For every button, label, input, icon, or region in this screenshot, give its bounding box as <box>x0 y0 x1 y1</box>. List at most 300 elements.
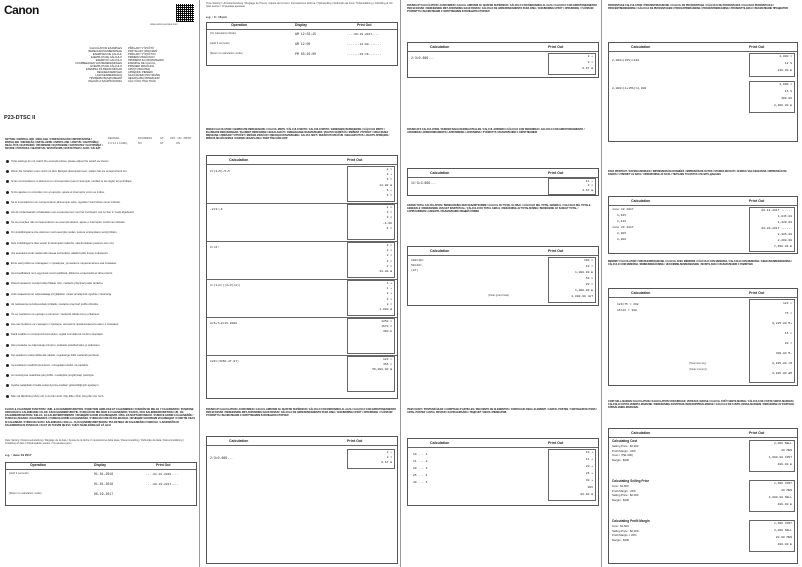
contents-item: PRIMJERI IZRAČUNA <box>128 64 155 68</box>
warning-row <box>6 384 194 387</box>
tape-row: 2,000 SELL <box>773 529 792 532</box>
panel-percent-memory-cost <box>603 0 802 567</box>
col-calculation: Calculation <box>631 45 651 49</box>
date-row-op: [Return to calculation mode] <box>9 492 42 495</box>
tape-row: 12 % <box>784 62 792 65</box>
example-label: 11÷3=3.666... <box>411 181 436 185</box>
tape-row: 2 × <box>386 244 392 247</box>
contents-list-right <box>128 48 192 84</box>
contents-item: VOORBEELDEN VAN BEREKENINGEN <box>75 61 122 65</box>
warning-text: Se le impostazioni non corrispondono all'esempio sotto, regolare l'interruttore come indicato. <box>11 201 121 205</box>
warning-text: Als de onderstaande schakelaars niet overeenkomen met het voorbeeld, stel ze dan in zoals afgebeeld. <box>11 211 135 215</box>
tape-row: 005 <box>587 486 593 489</box>
time-row-op: [Return to calculation mode] <box>210 52 243 55</box>
cost-line: Margin : $400 <box>612 497 630 502</box>
example-label: 2,000×(15%)=240 <box>612 59 640 62</box>
warning-row <box>6 354 194 357</box>
warning-icon <box>6 323 9 326</box>
switch-value-decimal: F 4 3 2 1 0 ADD₂ <box>108 142 128 145</box>
tape-row: 3.67 ✱ <box>582 188 593 192</box>
warning-icon <box>6 333 9 336</box>
col-print-out: Print Out <box>548 171 564 175</box>
time-row-disp: PM 03:16:00 <box>295 52 317 56</box>
warning-row <box>6 323 194 326</box>
tape-row: 12.00 ✱ <box>379 183 392 187</box>
cost-line: Profit Margin = 20% <box>612 533 637 537</box>
time-row-print: ·······03:16······· <box>347 53 382 56</box>
tape-row: 11 + <box>585 458 593 461</box>
contents-item: CALCULATION EXAMPLES <box>89 47 122 50</box>
warning-text: Ayarlar aşağıdaki örnekle eşleşmiyorsa anahtarı gösterildiği gibi ayarlayın. <box>11 384 100 388</box>
col-operation: Operation <box>30 463 47 467</box>
print-tape <box>548 53 596 75</box>
contents-item: HESAPLAMA ÖRNEKLERİ <box>128 76 160 80</box>
print-tape <box>347 166 395 202</box>
col-operation: Operation <box>231 23 248 27</box>
memory-heading: MEMORY CALCULATION / SPEICHERRECHNUNG / CALCUL AVEC MÉMOIRE / CÁLCULO CON MEMORIA / CALCOLO CON MEMORIA / GEHEUGENBEREKENING / CÁLCULO COM MEMÓRIA / MINNESBERÄKNING / HUKOMMELSESBEREGNING / MUISTILASKU / ВЫЧИСЛЕНИЯ С ПАМЯТЬЮ <box>608 260 792 266</box>
tape-row: 0.67 ✱ <box>381 461 392 464</box>
roundup-heading-repeat: ROUND-UP CALCULATION / AUFRUNDEN / CALCUL ARRONDI AU CHIFFRE SUPÉRIEUR / CÁLCULO CON REDONDEO AL ALZA / CALCOLO CON ARROTONDAMENTO PER ECCESSO / BEREKENING MET AFRONDING NAAR BOVEN / CÁLCULO DE ARREDONDAMENTO PARA CIMA / AVRUNDNING UPPÅT / OPRUNDING / YLÖSPÄIN PYÖRISTYS / ВЫЧИСЛЕНИЯ С ОКРУГЛЕНИЕМ В БОЛЬШУЮ СТОРОНУ <box>407 4 597 13</box>
warning-row <box>6 252 194 255</box>
warning-text: Nếu cài đặt không khớp với ví dụ bên dưới, hãy điều chỉnh công tắc như hình. <box>11 394 105 398</box>
data-row: June 20 2017 <box>612 226 634 229</box>
tape-row: 123 × <box>382 358 392 361</box>
row-divider <box>207 241 397 242</box>
contents-item: EXEMPLES DE CALCUL <box>92 52 122 56</box>
print-tape <box>749 440 795 472</box>
print-tape <box>347 449 395 469</box>
col-display: Display <box>94 463 107 467</box>
warning-text: Ja iestatījumi neatbilst piemēram, noregulējiet slēdzi, kā parādīts. <box>11 364 89 368</box>
switch-value-rounding: 5/4 <box>138 142 142 145</box>
print-tape <box>548 178 596 195</box>
row-divider <box>207 355 397 356</box>
roundup-table-2 <box>407 42 599 78</box>
tape-row: 96.00 ✱ <box>580 493 593 496</box>
time-row-op: [On Calculation Mode] <box>210 32 236 35</box>
tape-row: 2 = <box>386 302 392 306</box>
warning-row <box>6 313 194 316</box>
time-row-disp: AM 12:00 <box>295 42 311 46</box>
tape-row: 10 = <box>585 265 593 268</box>
warning-text: Kui seaded ei vasta allolevale näitele, reguleerige lülitit vastavalt joonisele. <box>11 354 100 358</box>
col-print-out: Print Out <box>749 291 765 295</box>
time-example: e.g. : 3 : 16 pm <box>206 15 227 19</box>
contents-item: ПРИМЕРЫ ВЫЧИСЛЕНИЙ <box>89 76 122 80</box>
tape-row: 25 + <box>585 472 593 475</box>
cost-title: Calculating Profit Margin <box>612 519 650 523</box>
contents-item: PRIMERI IZRAČUNOV <box>128 55 155 59</box>
warning-row <box>6 303 194 306</box>
tape-row: 1,600 COST <box>773 522 792 525</box>
cost-heading: COST-SELL-MARGIN CALCULATION / KALKULATION VON EINKAUF, VERKAUF, MARGE / CALCUL COÛT-VENTE-MARGE / CÁLCULO DE COSTE-VENTA-MARGEN / CALCOLO COSTO-VENDITA-MARGINE / BEREKENING KOSTPRIJS-VERKOOPPRIJS-MARGE / CÁLCULO DE CUSTO-VENDA-MARGEM / BERÄKNING AV KOSTNAD-FÖRSÄLJNING-MARGINAL <box>608 400 795 409</box>
tape-row: 20 + <box>585 465 593 468</box>
tape-row: 2 × <box>386 249 392 253</box>
date-row-disp: 06-19-2017 <box>94 492 114 496</box>
tape-row: 8,925.00 ✱M <box>772 372 792 375</box>
print-tape <box>347 242 395 278</box>
cost-line: Profit Margin : 20% <box>612 448 636 453</box>
col-print-out: Print Out <box>357 23 372 27</box>
switch-label-rounding: ROUNDING <box>138 137 153 140</box>
warning-row <box>6 221 194 224</box>
warning-icon <box>6 201 9 204</box>
tape-row: 2 ÷ <box>386 451 392 454</box>
warning-row <box>6 272 194 275</box>
tape-row: 2,000 × <box>779 83 792 86</box>
example-label: −2×3²÷6 <box>210 208 223 211</box>
example-label: 2,000×(1+15%)=2,300 <box>612 87 647 90</box>
switch-label-gt: GT <box>160 137 164 140</box>
time-row-disp: AM 12:03:15 <box>295 32 317 36</box>
contents-item: SKAIČIAVIMO PAVYZDŽIAI <box>128 73 161 77</box>
tape-row: 2,000 × <box>779 55 792 58</box>
mixed-calc-table <box>206 155 398 399</box>
tape-row: 9,225.00 M+ <box>772 322 792 325</box>
col-display: Display <box>295 23 308 27</box>
example-label: (GT) <box>411 269 419 272</box>
tape-row: 20 = <box>784 342 792 345</box>
tape-row: 20 = <box>585 283 593 286</box>
date-setting-table <box>5 462 197 506</box>
tape-row: 1,600 COST <box>773 482 792 485</box>
warning-icon <box>6 170 9 173</box>
warning-text: Ha a beállítások nem egyeznek a lenti példával, állítsa be a kapcsolót az ábra szerint. <box>11 272 113 276</box>
cost-title: Calculating Selling Price <box>612 479 650 483</box>
tape-row: 7,650.00 ✱ <box>773 245 792 248</box>
example-label: 8×5+7÷8×15.0000 <box>210 322 238 325</box>
panel-round-gt <box>402 0 602 567</box>
data-row: 1,645 <box>617 214 627 217</box>
warning-icon <box>6 211 9 214</box>
col-print-out: Print Out <box>749 199 765 203</box>
tape-row: 3 × <box>386 211 392 215</box>
warning-icon <box>6 231 9 234</box>
row-divider <box>207 317 397 318</box>
tape-row: 2 × <box>386 206 392 209</box>
cost-table <box>608 428 798 564</box>
col-print-out: Print Out <box>548 249 564 253</box>
warning-row <box>6 201 194 204</box>
contents-item: PRZYKŁADY OBLICZEŃ <box>128 49 158 53</box>
warning-row <box>6 395 194 398</box>
col-print-out: Print Out <box>347 439 363 443</box>
warning-row <box>6 293 194 296</box>
warning-text: Si los ajustes no coinciden con el ejemplo, ajuste el interruptor como se indica. <box>11 190 105 194</box>
tape-row: 8,925.00 ◇M <box>772 362 792 365</box>
col-calculation: Calculation <box>430 441 450 445</box>
data-row: 2,385 <box>617 232 627 235</box>
tape-row: 240.00 ✱ <box>777 69 792 72</box>
contents-item: LASKUESIMERKKEJÄ <box>95 73 122 77</box>
example-label: 2⁄3=0.666... <box>411 56 434 60</box>
warning-text: Jei nustatymai neatitinka pavyzdžio, nustatykite jungiklį kaip parodyta. <box>11 374 95 378</box>
tape-row: 3 × <box>386 297 392 301</box>
cost-line: Cost : $1,600 <box>612 524 629 528</box>
print-tape <box>749 207 795 252</box>
row-divider <box>207 279 397 280</box>
roundup-table <box>206 436 398 564</box>
tape-row: 0.67 ✱ <box>582 67 593 70</box>
warning-row <box>6 231 194 234</box>
gt-table <box>407 246 599 306</box>
clock-heading: CLOCK & CALENDAR FUNCTION / UHR- & KALENDERFUNKTION / FONCTION HORLOGE ET CALENDRIER / FUNCIÓN DE RELOJ Y CALENDARIO / FUNZIONE OROLOGIO E CALENDARIO / KLOK- EN KALENDERFUNCTIE / FUNÇÃO DE RELÓGIO E CALENDÁRIO / KLOCK- OCH KALENDERFUNKTION / UR- OG KALENDERFUNKTION / KELLO- JA KALENTERITOIMINTO / ФУНКЦИЯ ЧАСОВ И КАЛЕНДАРЯ / ÓRA- ÉS NAPTÁRFUNKCIÓ / FUNKCE HODIN A KALENDÁŘE / FUNKCJA ZEGARA I KALENDARZA / FUNKCIA HODÍN A KALENDÁRA / FUNKCIJA URE IN KOLEDARJA / ФУНКЦИЯ ЧАСОВНИК И КАЛЕНДАР / FUNCȚIE CEAS ȘI CALENDAR / FUNKCIJA SATA I KALENDARA / KELLA- JA KALENDRIFUNKTSIOON / PULKSTEŅA UN KALENDĀRA FUNKCIJA / LAIKRODŽIO IR KALENDORIAUS FUNKCIJA / SAAT VE TAKVİM İŞLEVİ / CHỨC NĂNG ĐỒNG HỒ VÀ LỊCH <box>5 408 195 427</box>
example-label: 2⁄3=0.666... <box>210 456 233 460</box>
tape-row: 1 ÷ <box>386 287 392 291</box>
tape-row: 2,000 SELL <box>773 442 792 445</box>
warning-icon <box>6 282 9 285</box>
cost-line: Margin : $400 <box>612 457 630 462</box>
tape-row: 20 MGN <box>781 489 792 492</box>
tape-row: 1 + <box>386 282 392 285</box>
contents-item: PÉLDÁK A SZÁMÍTÁSOKRA <box>88 79 122 83</box>
rounddown-heading: ROUND-OFF CALCULATION / RUNDEN NACH DEZIMALSTELLEN / CALCUL ARRONDI / CÁLCULO CON REDONDEO / CALCOLO CON ARROTONDAMENTO / AFRONDEN / ARREDONDAMENTO / AVRUNDNING / AFRUNDING / PYÖRISTYS / ВЫЧИСЛЕНИЯ С ОКРУГЛЕНИЕМ <box>407 128 585 134</box>
contents-item: EXEMPEL PÅ BERÄKNINGAR <box>86 67 122 71</box>
cost-line: Margin : $400 <box>612 537 630 542</box>
model-name: P23-DTSC II <box>4 115 36 121</box>
warning-text: Если настройки не совпадают с примером, установите переключатель как показано. <box>11 262 117 266</box>
warning-text: Hvis indstillingerne ikke svarer til eksemplet nedenfor, skal kontakten justeres som vist. <box>11 241 115 245</box>
print-tape <box>749 53 795 77</box>
tape-row: 2,385.00 <box>777 233 792 236</box>
warning-icon <box>6 160 9 163</box>
contents-item: ПРИМЕРИ ЗА ИЗЧИСЛЕНИЯ <box>128 58 164 62</box>
warning-row <box>6 344 194 347</box>
tape-row: 32.00 ✱ <box>379 270 392 273</box>
data-row: June 18 2017 <box>612 208 634 211</box>
warning-text: Jeśli ustawienia nie odpowiadają przykładowi, ustaw przełącznik zgodnie z ilustracją. <box>11 292 112 296</box>
memory-table <box>608 288 798 386</box>
warning-icon <box>6 242 9 245</box>
cost-line: Cost : $1,600 <box>612 484 629 488</box>
col-calculation: Calculation <box>229 439 249 443</box>
tape-row: 20.00 MGN <box>775 536 792 539</box>
col-calculation: Calculation <box>430 171 450 175</box>
tape-row: 1.000 ✱ <box>379 308 392 311</box>
warning-row <box>6 170 194 173</box>
warning-row <box>6 160 194 163</box>
tape-row: 400.00 ✱ <box>777 543 792 546</box>
qr-code <box>176 4 194 22</box>
itemcount-table <box>407 438 599 506</box>
tape-row: 2 + <box>386 292 392 296</box>
warning-row <box>6 262 194 265</box>
tape-row: 06·20·2017 ······ <box>761 227 792 230</box>
contents-item: EXEMPLE DE CALCUL <box>128 61 156 65</box>
print-tape <box>749 520 795 552</box>
time-setting-table <box>206 22 398 66</box>
tape-row: 400.00 ✱ <box>777 503 792 506</box>
example-label: 1/(1+1/((2+3)×2)) <box>210 284 241 287</box>
rounddown-table <box>407 168 599 196</box>
tape-row: 456 = <box>382 363 392 367</box>
warning-icon <box>6 252 9 255</box>
tape-row: 1,420.00 <box>777 221 792 224</box>
warning-icon <box>6 313 9 316</box>
col-calculation: Calculation <box>631 199 651 203</box>
warning-text: Če se nastavitve ne ujemajo s primerom, nastavite stikalo kot je prikazano. <box>11 313 100 317</box>
switch-label-power: OFF · ON · PRINT <box>170 137 192 140</box>
col-calculation: Calculation <box>631 431 651 435</box>
tape-row: 300.00 M− <box>775 352 792 355</box>
warning-icon <box>6 191 9 194</box>
tape-row: 20 MGN <box>781 449 792 452</box>
warning-row <box>6 364 194 367</box>
col-calculation: Calculation <box>229 158 249 162</box>
print-tape <box>347 280 395 316</box>
example-label: 100×10= <box>411 259 424 262</box>
warning-text: If the settings do not match the example below, please adjust the switch as shown. <box>11 160 110 164</box>
tape-row: 3 = <box>587 184 593 187</box>
contents-item: APRĒĶINU PIEMĒRI <box>128 70 153 74</box>
cost-line: Selling Price : $2,000 <box>612 444 639 448</box>
tape-row: 2 = <box>386 264 392 268</box>
tape-row: 1250 × <box>381 320 392 323</box>
tape-row: 2,200.00 <box>777 239 792 242</box>
col-print-out: Print Out <box>347 158 363 162</box>
contents-item: BERECHNUNGSBEISPIELE <box>88 49 122 53</box>
tape-row: 2,000.00 ◇GT <box>571 295 593 298</box>
tape-row: 1,600.00 COST <box>768 456 792 459</box>
tape-row: 1,000.00 ✱ <box>574 271 593 274</box>
warning-row <box>6 374 194 377</box>
print-tape <box>347 318 395 354</box>
warning-text: Pokud nastavení neodpovídá příkladu níže, nastavte přepínač podle obrázku. <box>11 282 104 286</box>
cost-title: Calculating Cost <box>612 439 638 443</box>
contents-item: ARVUTUSNÄITED <box>128 67 150 71</box>
tape-row: 06·18·2017 ······ <box>761 209 792 212</box>
date-row-op: [Hold 3 seconds] <box>9 472 29 475</box>
tape-row: 15 % <box>784 90 792 93</box>
website-text: www.canon-europe.com <box>150 23 178 26</box>
col-print-out: Print Out <box>156 463 171 467</box>
contents-item: EJEMPLOS DE CÁLCULO <box>90 55 122 59</box>
panel-time-mixed <box>201 0 401 567</box>
warning-icon <box>6 364 9 367</box>
example-label: 50×20= <box>411 264 422 267</box>
tape-row: 56,088.00 ✱ <box>372 368 392 372</box>
memory-note: (Clear memory) <box>689 368 708 371</box>
warning-icon <box>6 384 9 387</box>
date-row-disp: 01-01-2016 <box>94 482 114 486</box>
warning-icon <box>6 303 9 306</box>
warning-text: Si les commutateurs ci-dessous ne correspondent pas à l'exemple, veuillez le les régler tel qu'indiqué. <box>11 180 133 184</box>
col-calculation: Calculation <box>631 291 651 295</box>
tape-row: 10 + <box>585 451 593 454</box>
tape-row: 123 × <box>782 302 792 305</box>
item-row: 30 ... 5 <box>413 481 428 484</box>
warning-row <box>6 211 194 214</box>
tape-row: −6.00 <box>382 221 392 225</box>
warning-text: Ako postavke ne odgovaraju primjeru, podesite prekidač kako je prikazano. <box>11 343 101 347</box>
example-label: 2×(3+5)−5÷5 <box>210 170 230 173</box>
tape-row: 5 = <box>386 178 392 182</box>
warning-text: Se as posições não corresponderem ao exemplo abaixo, ajuste o interruptor conforme indicado. <box>11 221 126 225</box>
time-row-op: [Hold 3 seconds] <box>210 42 230 45</box>
contents-item: EXEMPLOS DE CÁLCULO <box>90 64 122 68</box>
col-print-out: Print Out <box>749 431 765 435</box>
roundup-heading: ROUND-UP CALCULATION / AUFRUNDEN / CALCUL ARRONDI AU CHIFFRE SUPÉRIEUR / CÁLCULO CON REDONDEO AL ALZA / CALCOLO CON ARROTONDAMENTO PER ECCESSO / BEREKENING MET AFRONDING NAAR BOVEN / CÁLCULO DE ARREDONDAMENTO PARA CIMA / AVRUNDNING UPPÅT / OPRUNDING / YLÖSPÄIN PYÖRISTYS / ВЫЧИСЛЕНИЯ С ОКРУГЛЕНИЕМ В БОЛЬШУЮ СТОРОНУ <box>206 408 396 417</box>
tape-row: 50 × <box>585 277 593 280</box>
print-tape <box>548 257 596 303</box>
item-row: 10 ... 1 <box>413 453 428 456</box>
col-print-out: Print Out <box>548 45 564 49</box>
tape-row: 75 = <box>784 312 792 315</box>
contents-item: PRÍKLADY VÝPOČTOV <box>128 52 156 56</box>
print-tape <box>347 204 395 240</box>
tape-row: 3 + <box>386 173 392 177</box>
canon-logo: Canon <box>4 3 39 17</box>
percent-heading: PERCENTAGE CALCULATION / PROZENTRECHNUNG / CALCUL DE POURCENTAGE / CÁLCULO DE PORCENTAJES / CALCOLO PERCENTUALE / PROCENTBEREKENING / CÁLCULO DE PERCENTAGEM / PROCENTBERÄKNING / PROCENTBEREGNING / PROSENTTILASKU / ВЫЧИСЛЕНИЕ ПРОЦЕНТОВ <box>608 4 788 10</box>
col-print-out: Print Out <box>749 45 765 49</box>
item-row: 11 ... 2 <box>413 460 428 463</box>
memory-note: (Total memory) <box>689 362 707 365</box>
date-example: e.g. : June 19 2017 <box>5 453 32 457</box>
item-row: 20 ... 3 <box>413 467 428 470</box>
cost-line: Selling Price : $2,000 <box>612 493 639 497</box>
warning-row <box>6 282 194 285</box>
col-calculation: Calculation <box>430 45 450 49</box>
warning-row <box>6 242 194 245</box>
setting-heading: SETTING / EINSTELLUNG / RÉGLAGE / CONFIGURACIÓN / IMPOSTAZIONE / INSTELLING / DEFINIÇÃO / INSTÄLLNING / INDSTILLING / ASETUS / НАСТРОЙКА / BEÁLLÍTÁS / NASTAVENÍ / USTAWIENIE / NASTAVENIE / NASTAVITEV / НАСТРОЙКА / SETARE / POSTAVKA / SEADISTUS / IESTATĪJUMS / NUSTATYMAS / AYAR / CÀI ĐẶT <box>5 138 103 150</box>
warning-text: Dacă setările nu corespund exemplului, reglați comutatorul conform ilustrației. <box>11 333 104 337</box>
cost-line: Selling Price : $2,000 <box>612 528 639 533</box>
warning-text: Om inställningarna inte stämmer med exemplet nedan, justera omkopplaren enligt bilden. <box>11 231 118 235</box>
data-row: 1,420 <box>617 220 627 223</box>
cost-line: Profit Margin : 20% <box>612 488 636 493</box>
tape-row: 2 × <box>386 254 392 258</box>
contents-item: ESEMPI DI CALCOLO <box>95 58 122 62</box>
tape-row: 1,000.00 ✱ <box>574 289 593 292</box>
warning-icon <box>6 293 9 296</box>
switch-value-power: ON <box>176 142 180 145</box>
tape-row: 2,300.00 ✱ <box>773 104 792 107</box>
date-setting-heading: Date Setting / Datumseinstellung / Réglage de la date / Ajuste de la fecha / Impostazione della data / Datuminstelling / Definição da data / Datuminställning / Indstilling af dato / Päivämäärän asetus / Установка даты <box>5 439 184 445</box>
contents-list-left <box>62 48 122 84</box>
tape-row: 2 × <box>386 168 392 171</box>
tape-row: 11 ÷ <box>585 179 593 183</box>
print-tape <box>347 356 395 392</box>
example-label: 123×(3456−47.97) <box>210 360 239 363</box>
panel-cover <box>0 0 200 567</box>
tape-row: 1570 = <box>381 325 392 329</box>
switch-value-gt: GT <box>160 142 164 145</box>
warning-row <box>6 333 194 336</box>
print-tape <box>749 81 795 113</box>
memory-row: 15×20 = 300 <box>617 309 637 312</box>
warning-icon <box>6 180 9 183</box>
mixed-heading: MIXED CALCULATION / GEMISCHTE BERECHNUNG / CALCUL MIXTE / CÁLCULO MIXTO / CALCOLO MISTO / GEMENGDE BEREKENING / CÁLCULO MISTO / BLANDADE BERÄKNINGAR / BLANDET BEREGNING / SEKALASKUT / СМЕШАННЫЕ ВЫЧИСЛЕНИЯ / VEGYES SZÁMÍTÁS / SMÍŠENÝ VÝPOČET / OBLICZENIA MIESZANE / ZMIEŠANÝ VÝPOČET / MEŠANI IZRAČUN / СМЕСЕНО ИЗЧИСЛЕНИЕ / CALCUL MIXT / MJEŠOVITI IZRAČUN / SEGAARVUTUS / JAUKTS APRĒĶINS / MIŠRUS SKAIČIAVIMAS / KARIŞIK HESAPLAMA / PHÉP TÍNH HỖN HỢP <box>206 128 390 140</box>
warning-icon <box>6 354 9 357</box>
col-print-out: Print Out <box>548 441 564 445</box>
warning-row <box>6 180 194 183</box>
tape-row: 3 = <box>386 216 392 220</box>
warning-text: Jos asetukset eivät vastaa alla olevaa esimerkkiä, säädä kytkin kuvan mukaisesti. <box>11 252 109 256</box>
print-tape <box>548 449 596 501</box>
tape-row: 2 × <box>386 259 392 263</box>
tape-row: 30 + <box>585 479 593 482</box>
tape-row: 2 ÷ <box>587 55 593 58</box>
tape-row: 5 = <box>386 194 392 197</box>
tape-row: 3 = <box>587 61 593 64</box>
tape-row: 400.00 ✱ <box>777 463 792 466</box>
tape-row: 1,645.00 <box>777 215 792 218</box>
date-row-print: ····01·01·2016···· <box>146 473 179 476</box>
switch-label-decimal: DECIMAL <box>108 137 120 140</box>
tape-row: 15 × <box>784 332 792 335</box>
tape-row: 5 ÷ <box>386 188 392 192</box>
gt-note: (Clear grand total) <box>488 294 509 297</box>
